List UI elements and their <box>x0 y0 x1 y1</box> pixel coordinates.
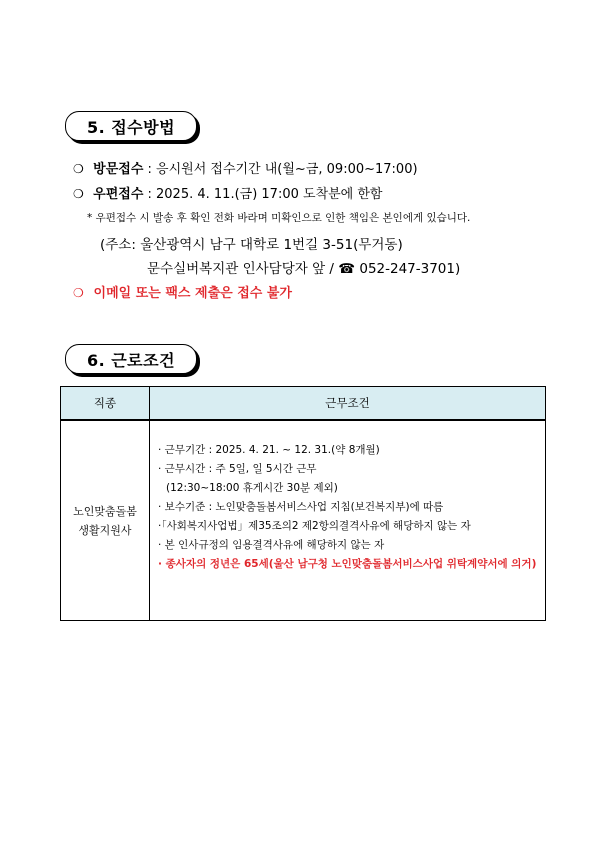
table-row <box>61 420 546 621</box>
visit-text: : 응시원서 접수기간 내(월~금, 09:00~17:00) <box>143 162 418 177</box>
section-5-title: 5. 접수방법 <box>65 111 197 141</box>
condition-item: · 본 인사규정의 임용결격사유에 해당하지 않는 자 <box>158 539 385 551</box>
job-type-cell <box>61 420 150 621</box>
bullet-icon: ❍ <box>73 187 84 201</box>
retirement-age-item: · 종사자의 정년은 65세(울산 남구청 노인맞춤돌봄서비스사업 위탁계약서에 의거) <box>158 558 537 570</box>
visit-label: 방문접수 <box>93 162 144 177</box>
mail-note: * 우편접수 시 발송 후 확인 전화 바라며 미확인으로 인한 책임은 본인에게 있습니다. <box>87 212 471 224</box>
bullet-icon: ❍ <box>73 162 84 176</box>
working-conditions-table <box>60 386 546 621</box>
condition-item: · 근무기간 : 2025. 4. 21. ~ 12. 31.(약 8개월) <box>158 444 380 456</box>
job-line-2: 생활지원사 <box>78 523 132 537</box>
job-line-1: 노인맞춤돌봄 <box>73 504 137 518</box>
address-line-2: 문수실버복지관 인사담당자 앞 / ☎ 052-247-3701) <box>147 261 461 277</box>
mail-label: 우편접수 <box>93 187 144 202</box>
condition-item: (12:30~18:00 휴게시간 30분 제외) <box>166 482 338 494</box>
address-line-1: (주소: 울산광역시 남구 대학로 1번길 3-51(무거동) <box>100 237 403 253</box>
restriction-text: 이메일 또는 팩스 제출은 접수 불가 <box>93 286 292 301</box>
conditions-cell <box>150 420 546 621</box>
condition-item: · 보수기준 : 노인맞춤돌봄서비스사업 지침(보건복지부)에 따름 <box>158 501 444 513</box>
table-header-row <box>61 387 546 421</box>
bullet-icon: ❍ <box>73 286 84 300</box>
mail-text: : 2025. 4. 11.(금) 17:00 도착분에 한함 <box>143 187 383 202</box>
mail-application-line <box>73 183 383 202</box>
header-job-type: 직종 <box>61 387 150 421</box>
header-conditions: 근무조건 <box>150 387 546 421</box>
condition-item: · 근무시간 : 주 5일, 일 5시간 근무 <box>158 463 317 475</box>
visit-application-line <box>73 158 418 177</box>
section-6-title: 6. 근로조건 <box>65 344 197 374</box>
condition-item: ·「사회복지사업법」제35조의2 제2항의결격사유에 해당하지 않는 자 <box>158 520 471 532</box>
restriction-line <box>73 282 292 301</box>
